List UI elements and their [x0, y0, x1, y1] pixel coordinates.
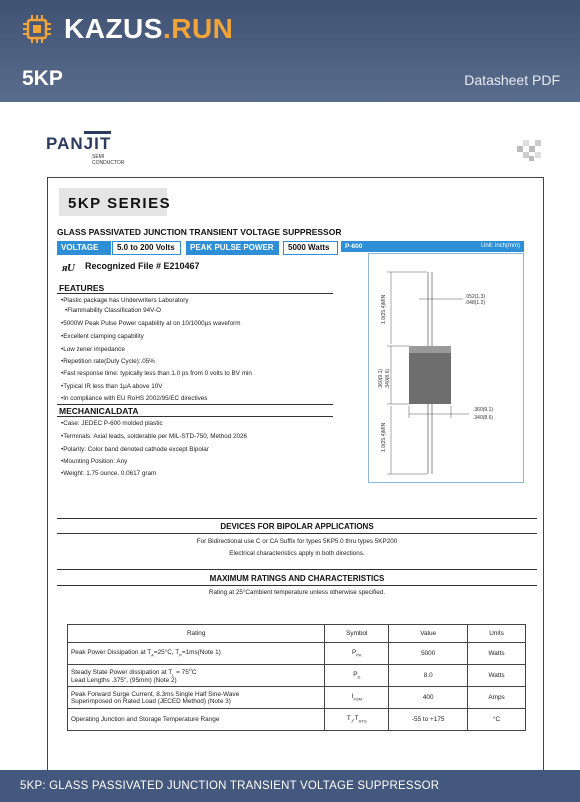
ul-recognized-icon [62, 261, 76, 274]
datasheet-pdf-link[interactable]: Datasheet PDF [464, 72, 560, 88]
value-cell: 400 [389, 687, 468, 709]
brand-sub-line2: CONDUCTOR [92, 160, 125, 166]
table-row [68, 665, 526, 687]
value-cell: -55 to +175 [389, 709, 468, 731]
peak-power-value-tag: 5000 Watts [283, 241, 338, 255]
page-footer: 5KP: GLASS PASSIVATED JUNCTION TRANSIENT VOLTAGE SUPPRESSOR [0, 770, 580, 802]
package-name: P-600 [345, 243, 363, 250]
dim-lead-length-top: 1.0(25.4)MIN [381, 294, 387, 324]
brand-name-left: PAN [46, 134, 84, 153]
mechanical-item: • Case: JEDEC P-600 molded plastic [61, 420, 163, 427]
part-number-title: 5KP [22, 67, 63, 90]
recognized-file-text: Recognized File # E210467 [85, 261, 200, 271]
bipolar-top-divider [57, 518, 537, 519]
table-header-row [68, 625, 526, 643]
symbol-cell: $P_{PK}$ [325, 643, 389, 665]
features-heading: FEATURES [59, 283, 105, 293]
mechanical-item: • Mounting Position: Any [61, 458, 127, 465]
dim-body-dia-1: .360(9.1) [473, 407, 494, 413]
package-drawing [368, 253, 524, 483]
mechanical-heading: MECHANICALDATA [59, 406, 139, 416]
column-header: Symbol [325, 625, 389, 643]
peak-power-label-tag: PEAK PULSE POWER [186, 241, 279, 255]
dim-body-dia-2: .340(8.6) [473, 415, 494, 421]
voltage-value-tag: 5.0 to 200 Volts [112, 241, 181, 255]
feature-item: • In compliance with EU RoHS 2002/95/EC directives [61, 395, 207, 402]
svg-text:ᴙ: ᴙ [62, 262, 68, 274]
feature-item: • Low zener impedance [61, 346, 125, 353]
rating-cell: Peak Power Dissipation at $T_A=25^\circ C$, $T_P=1ms(Note$ 1) [68, 643, 325, 665]
symbol-cell: $P_D$ [325, 665, 389, 687]
feature-item: • Plastic package has Underwriters Laboratory [61, 297, 189, 304]
feature-item: • 5000W Peak Pulse Power capability at on 10/1000µs waveform [61, 320, 240, 327]
symbol-cell: $T_J,T_{STG}$ [325, 709, 389, 731]
brand-subtitle [92, 154, 132, 166]
value-cell: 8.0 [389, 665, 468, 687]
table-row [68, 709, 526, 731]
chip-logo-icon [22, 14, 52, 44]
column-header: Units [468, 625, 526, 643]
column-header: Value [389, 625, 468, 643]
brand-name-right: JIT [84, 131, 112, 153]
brand-sub-line1: SEMI [92, 154, 105, 160]
value-cell: 5000 [389, 643, 468, 665]
site-logo-link[interactable] [64, 13, 233, 45]
dim-lead-length-bottom: 1.0(25.4)MIN [381, 422, 387, 452]
voltage-label-tag: VOLTAGE [57, 241, 111, 255]
panjit-logo [46, 134, 125, 166]
ratings-note: Rating at 25°Cambient temperature unless otherwise specified. [208, 589, 386, 596]
logo-text-domain: .RUN [162, 13, 234, 44]
bipolar-heading: DEVICES FOR BIPOLAR APPLICATIONS [220, 522, 374, 531]
units-cell: Watts [468, 643, 526, 665]
column-header: Rating [68, 625, 325, 643]
feature-item: • Fast response time: typically less than 1.0 ps from 0 volts to BV min [61, 370, 252, 377]
logo-text-main: KAZUS [64, 13, 163, 44]
package-header-bar [341, 241, 524, 252]
ratings-top-divider [57, 569, 537, 570]
svg-text:U: U [67, 262, 75, 274]
ratings-divider [57, 585, 537, 586]
checker-pattern-icon [517, 138, 543, 162]
rating-cell: Steady State Power dissipation at $T_L = 75^OC$ Lead Lengths .375", (95mm) (Note 2) [68, 665, 325, 687]
ratings-table [67, 624, 526, 731]
site-header [0, 0, 580, 102]
table-row [68, 643, 526, 665]
feature-item-continued: • Flammability Classification 94V-O [65, 307, 161, 314]
feature-item: • Typical IR less than 1µA above 10V [61, 383, 162, 390]
dim-body-length-1: .360(9.1) [378, 368, 384, 389]
units-cell: Amps [468, 687, 526, 709]
features-divider [57, 293, 333, 294]
dim-lead-dia-2: .048(1.2) [465, 300, 486, 306]
series-title: 5KP SERIES [68, 195, 172, 212]
bipolar-divider [57, 533, 537, 534]
bipolar-line1: For Bidirectional use C or CA Suffix for types 5KP5.0 thru types 5KP200 [196, 538, 398, 545]
ratings-heading: MAXIMUM RATINGS AND CHARACTERISTICS [209, 574, 385, 583]
rating-cell: Operating Junction and Storage Temperature Range [68, 709, 325, 731]
mechanical-item: • Weight: 1.75 ounce, 0.0617 gram [61, 470, 156, 477]
package-unit: Unit: inch(mm) [480, 243, 520, 249]
dim-body-length-2: .340(8.6) [385, 368, 391, 389]
feature-item: • Repetition rate(Duty Cycle):.05% [61, 358, 155, 365]
symbol-cell: $I_{FSM}$ [325, 687, 389, 709]
mechanical-item: • Terminals: Axial leads, solderable per MIL-STD-750, Method 2026 [61, 433, 247, 440]
mechanical-item: • Polarity: Color band denoted cathode except Bipolar [61, 446, 209, 453]
mechanical-top-divider [57, 404, 333, 405]
mechanical-divider [57, 416, 333, 417]
feature-item: • Excellent clamping capability [61, 333, 144, 340]
table-row [68, 687, 526, 709]
device-subtitle: GLASS PASSIVATED JUNCTION TRANSIENT VOLTAGE SUPPRESSOR [57, 227, 342, 237]
rating-cell: Peak Forward Surge Current, 8.3ms Single Half Sine-Wave Superimposed on Rated Load (JECED Method) (Note 3) [68, 687, 325, 709]
bipolar-line2: Electrical characteristics apply in both directions. [229, 550, 365, 557]
package-outline-svg [369, 254, 525, 484]
units-cell: °C [468, 709, 526, 731]
units-cell: Watts [468, 665, 526, 687]
dim-lead-dia-1: .052(1.3) [465, 294, 486, 300]
